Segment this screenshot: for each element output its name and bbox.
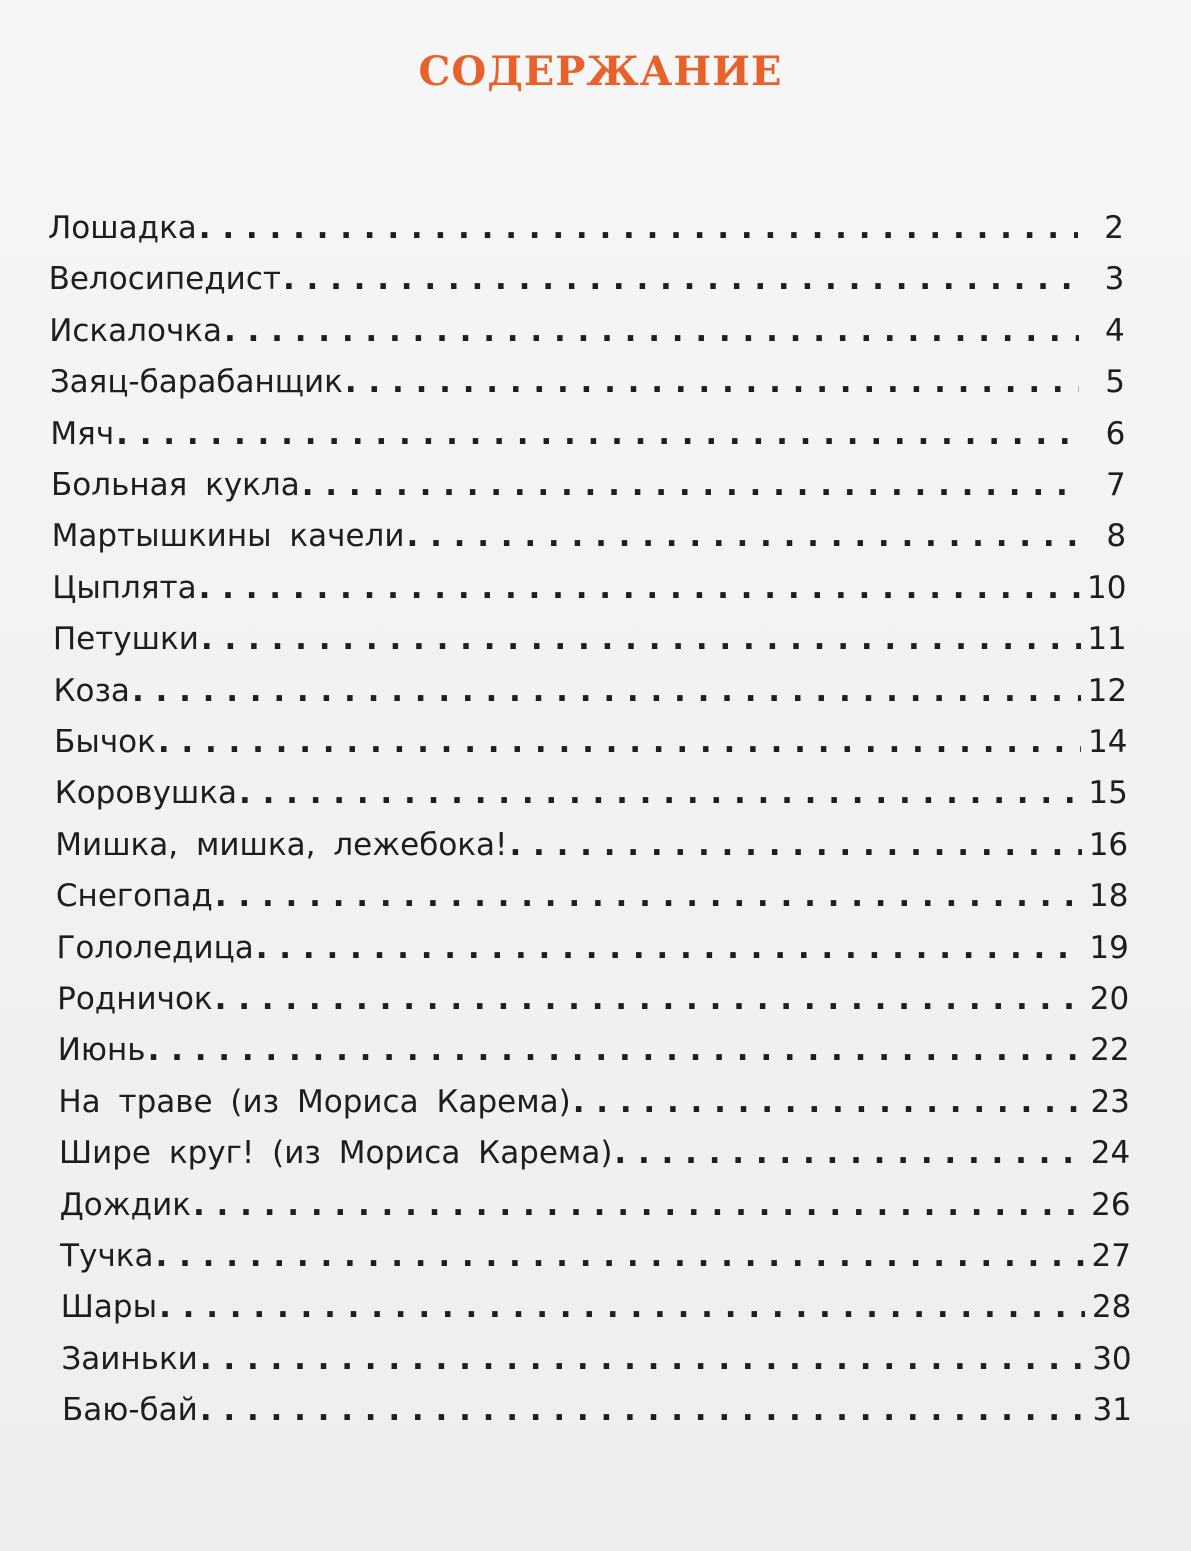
toc-entry-title: Тучка: [60, 1238, 154, 1274]
dot-leader: [148, 1031, 1084, 1069]
toc-entry-8[interactable]: [53, 614, 1127, 658]
toc-entry-page: 24: [1090, 1135, 1131, 1172]
toc-entry-title: Заиньки: [61, 1340, 198, 1377]
toc-entry-page: 4: [1104, 312, 1125, 349]
toc-entry-14[interactable]: [57, 923, 1129, 967]
toc-entry-title: Заяц-барабанщик: [49, 364, 343, 401]
dot-leader: [283, 260, 1078, 298]
dot-leader: [256, 929, 1083, 967]
dot-leader: [215, 877, 1083, 915]
toc-entry-page: 15: [1088, 775, 1128, 812]
dot-leader: [509, 826, 1082, 864]
toc-entry-title: Искалочка: [49, 312, 222, 349]
toc-entry-title: На траве (из Мориса Карема): [58, 1083, 571, 1120]
toc-entry-20[interactable]: [60, 1231, 1131, 1275]
toc-entry-7[interactable]: [52, 563, 1126, 607]
toc-entry-title: Мяч: [50, 415, 115, 452]
toc-entry-title: Шары: [60, 1289, 158, 1326]
toc-entry-title: Мартышкины качели: [51, 518, 405, 555]
toc-entry-title: Мишка, мишка, лежебока!: [55, 826, 508, 863]
toc-entry-22[interactable]: [61, 1334, 1131, 1378]
toc-entry-17[interactable]: [58, 1077, 1130, 1121]
dot-leader: [345, 363, 1079, 401]
dot-leader: [215, 980, 1084, 1018]
toc-entry-page: 3: [1104, 261, 1125, 298]
toc-entry-page: 31: [1092, 1392, 1132, 1429]
toc-entry-page: 5: [1105, 364, 1126, 401]
toc-entry-title: Дождик: [59, 1186, 191, 1223]
toc-entry-page: 16: [1088, 826, 1129, 863]
dot-leader: [158, 723, 1082, 761]
dot-leader: [156, 1237, 1085, 1275]
toc-entry-page: 19: [1089, 929, 1129, 966]
dot-leader: [407, 517, 1081, 555]
toc-entry-page: 8: [1106, 518, 1127, 555]
toc-entry-title: Шире круг! (из Мориса Карема): [58, 1135, 613, 1172]
dot-leader: [199, 569, 1081, 607]
toc-entry-page: 26: [1091, 1186, 1131, 1223]
toc-entry-4[interactable]: [50, 409, 1125, 453]
toc-entry-page: 11: [1087, 621, 1127, 658]
toc-entry-6[interactable]: [52, 511, 1126, 555]
toc-entry-5[interactable]: [51, 460, 1126, 504]
dot-leader: [201, 620, 1081, 658]
toc-entry-23[interactable]: [62, 1385, 1132, 1429]
toc-entry-page: 10: [1086, 569, 1127, 606]
toc-entry-19[interactable]: [60, 1180, 1131, 1224]
toc-entry-title: Баю-бай: [62, 1392, 198, 1429]
toc-entry-13[interactable]: [56, 871, 1129, 915]
toc-entry-1[interactable]: [49, 254, 1125, 298]
toc-entry-page: 2: [1104, 210, 1124, 246]
toc-entry-title: Велосипедист: [48, 261, 281, 298]
toc-entry-page: 20: [1089, 981, 1130, 1017]
dot-leader: [200, 1391, 1086, 1429]
toc-entry-page: 27: [1091, 1238, 1131, 1274]
toc-entry-2[interactable]: [49, 306, 1124, 350]
toc-entry-12[interactable]: [55, 820, 1128, 864]
dot-leader: [193, 1186, 1085, 1224]
toc-entry-title: Снегопад: [55, 878, 213, 915]
dot-leader: [573, 1083, 1084, 1121]
dot-leader: [302, 466, 1080, 504]
toc-entry-11[interactable]: [55, 768, 1128, 812]
toc-entry-title: Коровушка: [54, 775, 238, 812]
toc-entry-title: Коза: [53, 672, 130, 709]
toc-entry-18[interactable]: [59, 1128, 1130, 1172]
dot-leader: [116, 415, 1079, 453]
toc-entry-page: 12: [1087, 672, 1128, 709]
toc-entry-page: 18: [1089, 878, 1129, 915]
dot-leader: [239, 774, 1082, 812]
toc-entry-page: 28: [1091, 1289, 1132, 1326]
toc-entry-10[interactable]: [54, 717, 1127, 761]
dot-leader: [132, 672, 1081, 710]
toc-entry-0[interactable]: [48, 203, 1124, 247]
toc-entry-title: Лошадка: [48, 210, 197, 246]
toc-entry-title: Гололедица: [56, 929, 254, 966]
toc-entry-21[interactable]: [61, 1282, 1132, 1326]
toc-entry-page: 6: [1105, 415, 1126, 452]
toc-entry-title: Бычок: [54, 724, 156, 760]
page-title: СОДЕРЖАНИЕ: [418, 48, 783, 95]
toc-entry-title: Июнь: [57, 1032, 146, 1069]
toc-entry-title: Больная кукла: [51, 467, 300, 503]
toc-entry-16[interactable]: [58, 1025, 1130, 1069]
toc-entry-title: Цыплята: [52, 569, 197, 606]
toc-entry-page: 22: [1090, 1032, 1130, 1069]
toc-entry-page: 14: [1088, 724, 1128, 760]
toc-entry-3[interactable]: [50, 357, 1125, 401]
toc-entry-page: 23: [1090, 1083, 1130, 1120]
dot-leader: [159, 1288, 1085, 1326]
toc-entry-title: Родничок: [57, 981, 213, 1017]
toc-entry-page: 30: [1092, 1340, 1132, 1377]
dot-leader: [199, 209, 1078, 247]
dot-leader: [614, 1134, 1084, 1172]
toc-entry-9[interactable]: [53, 666, 1127, 710]
dot-leader: [224, 312, 1079, 350]
toc-entry-page: 7: [1105, 467, 1126, 503]
dot-leader: [200, 1340, 1086, 1378]
toc-entry-title: Петушки: [52, 621, 199, 658]
toc-entry-15[interactable]: [57, 974, 1129, 1018]
